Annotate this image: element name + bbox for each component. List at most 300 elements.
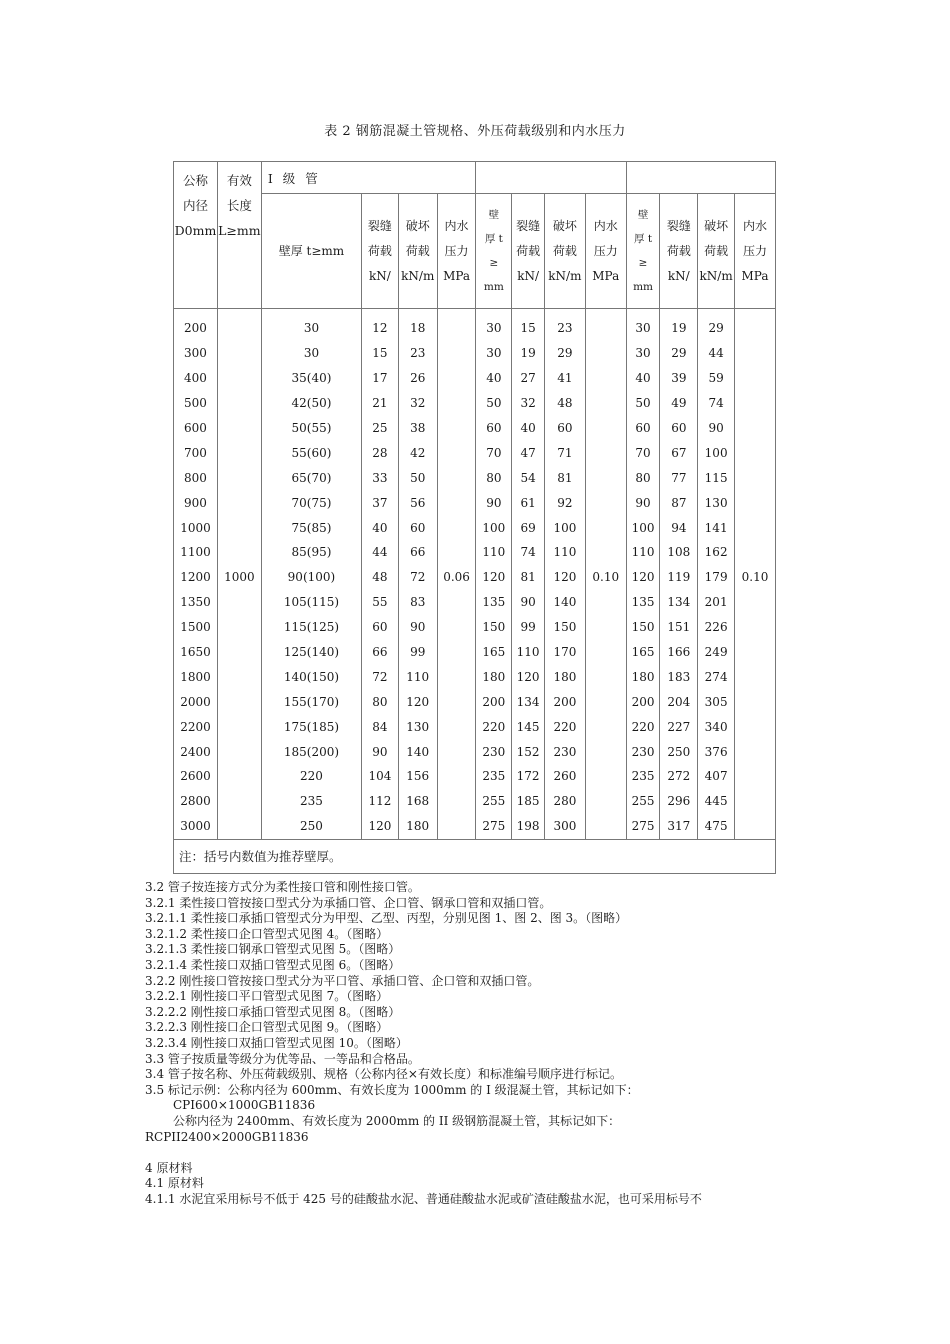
cell-wall: 50(55) (261, 416, 361, 441)
cell-break: 376 (698, 739, 735, 764)
cell-pressure (735, 366, 776, 391)
cell-diameter: 600 (174, 416, 218, 441)
cell-length (217, 764, 261, 789)
cell-break: 92 (544, 490, 585, 515)
header-grade-3 (626, 162, 775, 194)
cell-crack: 250 (660, 739, 698, 764)
cell-pressure (585, 540, 626, 565)
cell-crack: 49 (660, 391, 698, 416)
cell-wall: 120 (626, 565, 660, 590)
header-wall-thickness: 壁厚 t≥mm (261, 194, 361, 309)
cell-wall: 200 (626, 689, 660, 714)
header-effective-length: 有效 长度 L≥mm (217, 162, 261, 309)
cell-wall: 220 (261, 764, 361, 789)
cell-pressure (585, 366, 626, 391)
cell-wall: 230 (476, 739, 512, 764)
cell-crack: 99 (512, 615, 545, 640)
cell-break: 140 (544, 590, 585, 615)
cell-break: 23 (544, 309, 585, 341)
table-note: 注：括号内数值为推荐壁厚。 (174, 839, 776, 873)
table-row (174, 309, 776, 341)
cell-crack: 60 (362, 615, 399, 640)
cell-diameter: 2200 (174, 714, 218, 739)
cell-wall: 255 (626, 789, 660, 814)
cell-crack: 172 (512, 764, 545, 789)
cell-wall: 50 (476, 391, 512, 416)
cell-wall: 90 (626, 490, 660, 515)
table-row (174, 789, 776, 814)
cell-crack: 32 (512, 391, 545, 416)
header-internal-pressure: 内水 压力 MPa (735, 194, 776, 309)
table-row (174, 366, 776, 391)
table-row (174, 664, 776, 689)
cell-wall: 235 (476, 764, 512, 789)
cell-pressure (437, 416, 476, 441)
cell-break: 226 (698, 615, 735, 640)
cell-wall: 185(200) (261, 739, 361, 764)
cell-pressure (735, 465, 776, 490)
cell-length (217, 814, 261, 839)
cell-break: 180 (398, 814, 437, 839)
cell-pressure (585, 440, 626, 465)
cell-pressure: 0.10 (735, 565, 776, 590)
cell-wall: 30 (626, 341, 660, 366)
cell-length (217, 490, 261, 515)
cell-break: 83 (398, 590, 437, 615)
cell-pressure: 0.06 (437, 565, 476, 590)
cell-wall: 165 (626, 640, 660, 665)
table-row (174, 490, 776, 515)
cell-pressure (585, 590, 626, 615)
cell-pressure (585, 814, 626, 839)
cell-pressure (437, 764, 476, 789)
cell-break: 100 (544, 515, 585, 540)
cell-pressure (585, 739, 626, 764)
cell-length (217, 664, 261, 689)
cell-pressure (585, 714, 626, 739)
cell-break: 130 (698, 490, 735, 515)
cell-pressure (437, 689, 476, 714)
cell-crack: 227 (660, 714, 698, 739)
cell-wall: 235 (261, 789, 361, 814)
cell-pressure (735, 440, 776, 465)
header-internal-pressure: 内水 压力 MPa (585, 194, 626, 309)
cell-length (217, 714, 261, 739)
cell-crack: 183 (660, 664, 698, 689)
paragraph: 4 原材料 (145, 1160, 193, 1175)
cell-length (217, 440, 261, 465)
table-row (174, 540, 776, 565)
table-row (174, 689, 776, 714)
table-caption: 表 2 钢筋混凝土管规格、外压荷载级别和内水压力 (324, 124, 626, 139)
cell-break: 41 (544, 366, 585, 391)
cell-pressure (585, 764, 626, 789)
cell-crack: 40 (512, 416, 545, 441)
cell-break: 120 (544, 565, 585, 590)
cell-length (217, 615, 261, 640)
cell-crack: 152 (512, 739, 545, 764)
cell-wall: 175(185) (261, 714, 361, 739)
paragraph: 3.3 管子按质量等级分为优等品、一等品和合格品。 (145, 1051, 420, 1066)
cell-pressure (437, 739, 476, 764)
cell-length (217, 366, 261, 391)
paragraph: 3.2.2.2 刚性接口承插口管型式见图 8。（图略） (145, 1004, 401, 1019)
cell-crack: 120 (512, 664, 545, 689)
cell-break: 60 (398, 515, 437, 540)
cell-wall: 155(170) (261, 689, 361, 714)
cell-diameter: 1000 (174, 515, 218, 540)
cell-pressure (585, 640, 626, 665)
cell-pressure (437, 714, 476, 739)
cell-pressure (437, 366, 476, 391)
cell-pressure (585, 615, 626, 640)
cell-wall: 42(50) (261, 391, 361, 416)
cell-pressure (735, 764, 776, 789)
cell-diameter: 1200 (174, 565, 218, 590)
cell-wall: 220 (476, 714, 512, 739)
cell-crack: 134 (660, 590, 698, 615)
cell-break: 305 (698, 689, 735, 714)
cell-crack: 134 (512, 689, 545, 714)
cell-crack: 29 (660, 341, 698, 366)
cell-pressure (735, 714, 776, 739)
cell-diameter: 1650 (174, 640, 218, 665)
cell-diameter: 700 (174, 440, 218, 465)
cell-pressure (585, 789, 626, 814)
cell-pressure (735, 540, 776, 565)
cell-break: 220 (544, 714, 585, 739)
cell-break: 26 (398, 366, 437, 391)
table-row (174, 615, 776, 640)
cell-pressure (437, 664, 476, 689)
cell-wall: 275 (626, 814, 660, 839)
cell-break: 44 (698, 341, 735, 366)
table-row (174, 640, 776, 665)
cell-wall: 35(40) (261, 366, 361, 391)
table-note-row (174, 839, 776, 873)
cell-break: 168 (398, 789, 437, 814)
cell-wall: 105(115) (261, 590, 361, 615)
cell-pressure (437, 341, 476, 366)
table-row (174, 341, 776, 366)
cell-break: 179 (698, 565, 735, 590)
cell-crack: 272 (660, 764, 698, 789)
cell-break: 90 (398, 615, 437, 640)
cell-break: 99 (398, 640, 437, 665)
paragraph: 3.2.1.2 柔性接口企口管型式见图 4。（图略） (145, 926, 389, 941)
cell-diameter: 300 (174, 341, 218, 366)
cell-wall: 90(100) (261, 565, 361, 590)
cell-break: 56 (398, 490, 437, 515)
cell-break: 42 (398, 440, 437, 465)
cell-wall: 110 (476, 540, 512, 565)
table-row (174, 764, 776, 789)
cell-crack: 19 (660, 309, 698, 341)
cell-length: 1000 (217, 565, 261, 590)
cell-break: 141 (698, 515, 735, 540)
paragraph: 3.2.1 柔性接口管按接口型式分为承插口管、企口管、钢承口管和双插口管。 (145, 895, 552, 910)
cell-wall: 60 (626, 416, 660, 441)
cell-wall: 275 (476, 814, 512, 839)
cell-wall: 50 (626, 391, 660, 416)
cell-wall: 135 (476, 590, 512, 615)
cell-crack: 47 (512, 440, 545, 465)
cell-crack: 151 (660, 615, 698, 640)
cell-diameter: 1500 (174, 615, 218, 640)
cell-wall: 135 (626, 590, 660, 615)
cell-diameter: 400 (174, 366, 218, 391)
cell-break: 38 (398, 416, 437, 441)
spec-table (173, 161, 776, 874)
cell-length (217, 416, 261, 441)
paragraph: 3.4 管子按名称、外压荷载级别、规格（公称内径×有效长度）和标准编号顺序进行标记。 (145, 1067, 622, 1082)
cell-wall: 165 (476, 640, 512, 665)
paragraph: 公称内径为 2400mm、有效长度为 2000mm 的 II 级钢筋混凝土管，其标记如下： (173, 1113, 621, 1128)
cell-crack: 28 (362, 440, 399, 465)
cell-wall: 55(60) (261, 440, 361, 465)
cell-pressure (735, 615, 776, 640)
cell-break: 170 (544, 640, 585, 665)
table-row (174, 440, 776, 465)
cell-diameter: 800 (174, 465, 218, 490)
cell-pressure (585, 490, 626, 515)
cell-wall: 150 (626, 615, 660, 640)
cell-pressure (735, 689, 776, 714)
header-crack-load: 裂缝 荷载 kN/ (660, 194, 698, 309)
body-text (145, 880, 845, 1207)
cell-crack: 25 (362, 416, 399, 441)
cell-length (217, 640, 261, 665)
paragraph: 3.2 管子按连接方式分为柔性接口管和刚性接口管。 (145, 880, 420, 894)
cell-wall: 40 (476, 366, 512, 391)
cell-diameter: 2800 (174, 789, 218, 814)
cell-break: 71 (544, 440, 585, 465)
cell-diameter: 1350 (174, 590, 218, 615)
cell-crack: 37 (362, 490, 399, 515)
cell-break: 115 (698, 465, 735, 490)
header-break-load: 破坏 荷载 kN/m (398, 194, 437, 309)
cell-wall: 100 (476, 515, 512, 540)
cell-wall: 80 (476, 465, 512, 490)
cell-break: 59 (698, 366, 735, 391)
cell-break: 162 (698, 540, 735, 565)
cell-crack: 108 (660, 540, 698, 565)
cell-break: 50 (398, 465, 437, 490)
paragraph: 3.2.2.1 刚性接口平口管型式见图 7。（图略） (145, 989, 389, 1004)
cell-diameter: 500 (174, 391, 218, 416)
cell-break: 180 (544, 664, 585, 689)
cell-break: 201 (698, 590, 735, 615)
paragraph: 3.5 标记示例：公称内径为 600mm、有效长度为 1000mm 的 I 级混凝土管，其标记如下： (145, 1082, 639, 1097)
table-row (174, 565, 776, 590)
paragraph: 4.1 原材料 (145, 1176, 204, 1191)
cell-length (217, 465, 261, 490)
table-row (174, 416, 776, 441)
cell-crack: 12 (362, 309, 399, 341)
cell-wall: 125(140) (261, 640, 361, 665)
cell-wall: 75(85) (261, 515, 361, 540)
cell-wall: 115(125) (261, 615, 361, 640)
cell-wall: 220 (626, 714, 660, 739)
table-row (174, 814, 776, 839)
cell-wall: 80 (626, 465, 660, 490)
paragraph: CPI600×1000GB11836 (173, 1098, 316, 1113)
cell-break: 260 (544, 764, 585, 789)
cell-crack: 74 (512, 540, 545, 565)
cell-wall: 65(70) (261, 465, 361, 490)
cell-crack: 296 (660, 789, 698, 814)
cell-crack: 87 (660, 490, 698, 515)
cell-wall: 90 (476, 490, 512, 515)
paragraph: 3.2.1.1 柔性接口承插口管型式分为甲型、乙型、丙型，分别见图 1、图 2、图 3。（图略） (145, 911, 628, 926)
cell-pressure (735, 664, 776, 689)
cell-wall: 30 (261, 309, 361, 341)
cell-length (217, 515, 261, 540)
cell-pressure (735, 416, 776, 441)
cell-pressure (585, 465, 626, 490)
cell-break: 120 (398, 689, 437, 714)
cell-break: 81 (544, 465, 585, 490)
cell-crack: 44 (362, 540, 399, 565)
cell-wall: 30 (626, 309, 660, 341)
header-nominal-diameter: 公称 内径 D0mm (174, 162, 218, 309)
cell-crack: 48 (362, 565, 399, 590)
cell-pressure (585, 664, 626, 689)
cell-pressure (585, 515, 626, 540)
cell-wall: 255 (476, 789, 512, 814)
cell-break: 150 (544, 615, 585, 640)
cell-break: 475 (698, 814, 735, 839)
header-break-load: 破坏 荷载 kN/m (544, 194, 585, 309)
cell-diameter: 2000 (174, 689, 218, 714)
table-row (174, 391, 776, 416)
paragraph: 4.1.1 水泥宜采用标号不低于 425 号的硅酸盐水泥、普通硅酸盐水泥或矿渣硅酸盐水泥，也可采用标号不 (145, 1191, 702, 1206)
cell-break: 110 (398, 664, 437, 689)
cell-crack: 94 (660, 515, 698, 540)
cell-crack: 185 (512, 789, 545, 814)
cell-break: 60 (544, 416, 585, 441)
header-wall-thickness: 壁 厚 t ≥ mm (476, 194, 512, 309)
table-row (174, 739, 776, 764)
cell-break: 29 (698, 309, 735, 341)
cell-length (217, 391, 261, 416)
cell-crack: 90 (512, 590, 545, 615)
cell-break: 280 (544, 789, 585, 814)
cell-crack: 55 (362, 590, 399, 615)
cell-pressure (585, 391, 626, 416)
cell-break: 18 (398, 309, 437, 341)
cell-crack: 120 (362, 814, 399, 839)
cell-crack: 60 (660, 416, 698, 441)
cell-crack: 145 (512, 714, 545, 739)
cell-wall: 230 (626, 739, 660, 764)
cell-length (217, 689, 261, 714)
cell-crack: 84 (362, 714, 399, 739)
cell-diameter: 3000 (174, 814, 218, 839)
cell-wall: 70(75) (261, 490, 361, 515)
cell-crack: 104 (362, 764, 399, 789)
cell-wall: 100 (626, 515, 660, 540)
cell-break: 445 (698, 789, 735, 814)
paragraph: 3.2.2 刚性接口管按接口型式分为平口管、承插口管、企口管和双插口管。 (145, 973, 540, 988)
cell-crack: 67 (660, 440, 698, 465)
cell-pressure (437, 465, 476, 490)
cell-wall: 150 (476, 615, 512, 640)
cell-crack: 119 (660, 565, 698, 590)
cell-break: 90 (698, 416, 735, 441)
paragraph: 3.2.1.4 柔性接口双插口管型式见图 6。（图略） (145, 957, 401, 972)
cell-break: 48 (544, 391, 585, 416)
cell-crack: 69 (512, 515, 545, 540)
cell-break: 110 (544, 540, 585, 565)
cell-crack: 61 (512, 490, 545, 515)
cell-wall: 40 (626, 366, 660, 391)
cell-break: 340 (698, 714, 735, 739)
header-grade-1: I 级 管 (261, 162, 476, 194)
paragraph: 3.2.3.4 刚性接口双插口管型式见图 10。（图略） (145, 1035, 408, 1050)
cell-length (217, 739, 261, 764)
paragraph: 3.2.2.3 刚性接口企口管型式见图 9。（图略） (145, 1020, 389, 1035)
cell-crack: 81 (512, 565, 545, 590)
cell-pressure (585, 341, 626, 366)
cell-pressure (735, 391, 776, 416)
header-crack-load: 裂缝 荷载 kN/ (362, 194, 399, 309)
cell-crack: 204 (660, 689, 698, 714)
cell-pressure (585, 689, 626, 714)
cell-diameter: 200 (174, 309, 218, 341)
cell-crack: 198 (512, 814, 545, 839)
cell-crack: 54 (512, 465, 545, 490)
table-row (174, 590, 776, 615)
cell-pressure (437, 391, 476, 416)
cell-wall: 120 (476, 565, 512, 590)
cell-wall: 250 (261, 814, 361, 839)
cell-diameter: 2600 (174, 764, 218, 789)
paragraph: RCPII2400×2000GB11836 (145, 1129, 309, 1144)
cell-pressure (735, 789, 776, 814)
header-crack-load: 裂缝 荷载 kN/ (512, 194, 545, 309)
header-break-load: 破坏 荷载 kN/m (698, 194, 735, 309)
cell-crack: 40 (362, 515, 399, 540)
cell-length (217, 341, 261, 366)
cell-wall: 140(150) (261, 664, 361, 689)
cell-break: 156 (398, 764, 437, 789)
cell-break: 300 (544, 814, 585, 839)
cell-break: 29 (544, 341, 585, 366)
cell-length (217, 540, 261, 565)
cell-wall: 110 (626, 540, 660, 565)
cell-length (217, 590, 261, 615)
paragraph (145, 1145, 845, 1161)
cell-pressure (735, 814, 776, 839)
cell-break: 66 (398, 540, 437, 565)
cell-wall: 30 (476, 309, 512, 341)
cell-wall: 180 (476, 664, 512, 689)
cell-break: 74 (698, 391, 735, 416)
cell-wall: 85(95) (261, 540, 361, 565)
cell-wall: 30 (261, 341, 361, 366)
cell-crack: 15 (512, 309, 545, 341)
cell-pressure (437, 440, 476, 465)
cell-crack: 21 (362, 391, 399, 416)
cell-pressure (437, 789, 476, 814)
cell-break: 200 (544, 689, 585, 714)
cell-crack: 77 (660, 465, 698, 490)
cell-pressure (437, 615, 476, 640)
cell-wall: 235 (626, 764, 660, 789)
cell-crack: 80 (362, 689, 399, 714)
header-grade-2 (476, 162, 626, 194)
